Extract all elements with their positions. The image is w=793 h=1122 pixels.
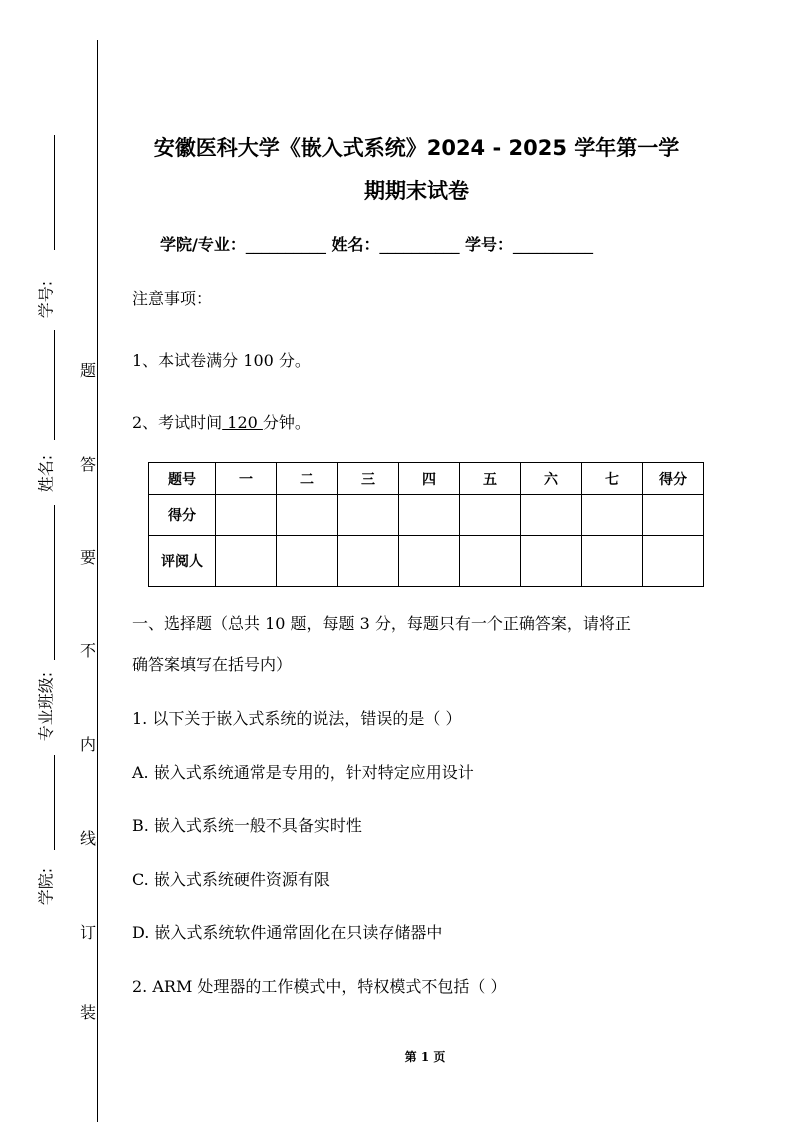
- question-stem: 2. ARM 处理器的工作模式中，特权模式不包括（ ）: [132, 977, 507, 996]
- table-header: 一: [216, 463, 277, 495]
- option: C. 嵌入式系统硬件资源有限: [132, 870, 330, 889]
- cell: [460, 536, 521, 587]
- cell: [216, 536, 277, 587]
- seal-char: 内: [80, 735, 97, 754]
- row-label: 得分: [149, 495, 216, 536]
- id-label: 学号：: [465, 235, 514, 254]
- page-title-line2: 期期末试卷: [364, 179, 469, 203]
- section-heading: 一、选择题（总共 10 题，每题 3 分，每题只有一个正确答案，请将正: [132, 614, 631, 633]
- margin-label-name: 姓名:: [36, 454, 56, 493]
- note-item: [132, 410, 311, 433]
- section-heading-line2: 确答案填写在括号内）: [132, 655, 293, 674]
- table-header: 七: [582, 463, 643, 495]
- cell: [338, 536, 399, 587]
- cell: [399, 536, 460, 587]
- cell: [338, 495, 399, 536]
- table-header: 六: [521, 463, 582, 495]
- exam-duration: 120: [222, 413, 263, 432]
- cell: [277, 536, 338, 587]
- note-text: 分钟。: [262, 413, 311, 432]
- cell: [582, 536, 643, 587]
- table-header: 题号: [149, 463, 216, 495]
- name-blank: __________: [379, 235, 460, 254]
- table-header: 三: [338, 463, 399, 495]
- margin-label-id: 学号:: [36, 280, 56, 319]
- cell: [643, 536, 704, 587]
- score-table: [148, 462, 704, 587]
- name-label: 姓名：: [331, 235, 380, 254]
- note-text: 2、考试时间: [132, 413, 223, 432]
- table-header: 四: [399, 463, 460, 495]
- option: B. 嵌入式系统一般不具备实时性: [132, 816, 362, 835]
- table-header: 得分: [643, 463, 704, 495]
- cell: [582, 495, 643, 536]
- cell: [399, 495, 460, 536]
- table-row: [149, 536, 704, 587]
- table-header: 五: [460, 463, 521, 495]
- table-header: 二: [277, 463, 338, 495]
- seal-char: 装: [80, 1003, 97, 1022]
- seal-char: 答: [80, 455, 97, 474]
- college-blank: __________: [245, 235, 326, 254]
- cell: [521, 495, 582, 536]
- table-row: [149, 495, 704, 536]
- option: A. 嵌入式系统通常是专用的，针对特定应用设计: [132, 763, 474, 782]
- cell: [643, 495, 704, 536]
- page-title: 安徽医科大学《嵌入式系统》2024 - 2025 学年第一学: [153, 136, 680, 160]
- margin-label-class: 专业班级:: [36, 671, 56, 742]
- seal-char: 不: [80, 641, 97, 660]
- seal-char: 要: [80, 548, 97, 567]
- student-info: [160, 232, 593, 255]
- cell: [277, 495, 338, 536]
- note-item: 1、本试卷满分 100 分。: [132, 351, 311, 370]
- college-label: 学院/专业：: [160, 235, 246, 254]
- notes-heading: 注意事项：: [132, 289, 213, 308]
- cell: [460, 495, 521, 536]
- option: D. 嵌入式系统软件通常固化在只读存储器中: [132, 923, 443, 942]
- question-stem: 1. 以下关于嵌入式系统的说法，错误的是（ ）: [132, 709, 462, 728]
- seal-char: 订: [80, 923, 97, 942]
- cell: [521, 536, 582, 587]
- id-blank: __________: [513, 235, 594, 254]
- cell: [216, 495, 277, 536]
- seal-char: 线: [80, 829, 97, 848]
- margin-label-college: 学院:: [36, 867, 56, 906]
- row-label: 评阅人: [149, 536, 216, 587]
- seal-char: 题: [80, 361, 97, 380]
- page-number: 第 1 页: [404, 1050, 446, 1064]
